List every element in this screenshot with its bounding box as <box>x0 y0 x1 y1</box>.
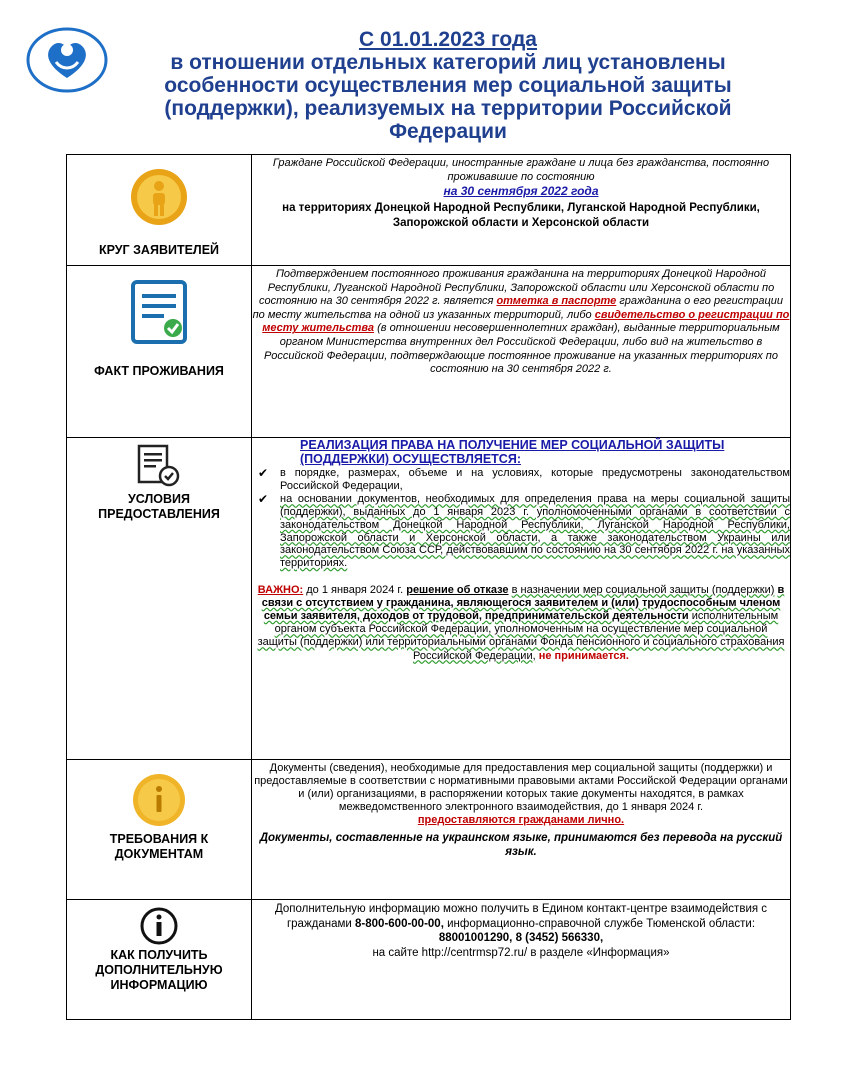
conditions-label-cell <box>67 438 252 760</box>
title-line-3: (поддержки), реализуемых на территории Российской <box>164 97 732 120</box>
info-circle-icon <box>139 906 179 946</box>
important-text-5: исполнительным органом субъекта Российской Федерации, уполномоченным на осуществление мер социальной защиты (поддержки) или территориальными органами Фонда пенсионного и социального страхования Российской Федерации, <box>257 610 785 662</box>
conditions-bullet-2 <box>252 493 790 569</box>
documents-text-1: Документы (сведения), необходимые для предоставления мер социальной защиты (поддержки) и предоставляемые в соответствии с нормативными правовыми актами Российской Федерации органами и (или) организациями, в распоряжении которых такие документы находятся, в рамках межведомственного электронного взаимодействия, до 1 января 2024 г. <box>254 762 788 813</box>
residence-label-cell <box>67 266 252 438</box>
conditions-text-cell <box>252 438 791 760</box>
important-text-1: до 1 января 2024 г. <box>306 583 404 596</box>
conditions-label: УСЛОВИЯ ПРЕДОСТАВЛЕНИЯ <box>98 492 220 521</box>
row-residence <box>67 266 791 438</box>
person-icon <box>129 167 189 227</box>
documents-text-2: Документы, составленные на украинском языке, принимаются без перевода на русский язык. <box>259 832 783 858</box>
info-icon <box>131 772 187 828</box>
row-applicants <box>67 155 791 266</box>
conditions-bullet-1-text: в порядке, размерах, объеме и на условиях, которые предусмотрены законодательством Российской Федерации, <box>280 467 790 492</box>
important-text-6: не принимается. <box>538 649 629 662</box>
title-date: С 01.01.2023 года <box>359 28 537 51</box>
applicants-date: на 30 сентября 2022 года <box>443 184 599 199</box>
more-info-text-2: информационно-справочной службе Тюменской области: <box>447 917 756 930</box>
conditions-bullet-1 <box>252 467 790 492</box>
more-info-label: КАК ПОЛУЧИТЬ ДОПОЛНИТЕЛЬНУЮ ИНФОРМАЦИЮ <box>95 948 223 992</box>
row-more-info <box>67 900 791 1020</box>
residence-text-cell <box>252 266 791 438</box>
row-conditions <box>67 438 791 760</box>
important-text-4: в связи с отсутствием у гражданина, являющегося заявителем и (или) трудоспособным членом семьи заявителя, доходов от трудовой, предпринимательской деятельности <box>261 583 785 623</box>
applicants-text-cell <box>252 155 791 266</box>
applicants-text-1: Граждане Российской Федерации, иностранные граждане и лица без гражданства, постоянно проживавшие по состоянию <box>272 157 770 183</box>
website-text[interactable]: на сайте http://centrmsp72.ru/ в разделе «Информация» <box>372 946 670 959</box>
more-info-text <box>252 902 790 960</box>
applicants-text-2: на территориях Донецкой Народной Республики, Луганской Народной Республики, Запорожской области и Херсонской области <box>282 202 760 230</box>
row-documents <box>67 760 791 900</box>
important-text-3: в назначении мер социальной защиты (поддержки) <box>511 583 775 596</box>
important-label: ВАЖНО: <box>257 583 304 596</box>
documents-label: ТРЕБОВАНИЯ К ДОКУМЕНТАМ <box>109 832 209 861</box>
contact-center-phone: 8-800-600-00-00, <box>355 917 444 930</box>
title-line-4: Федерации <box>389 120 507 143</box>
passport-mark: отметка в паспорте <box>496 295 617 308</box>
residence-text-3: (в отношении несовершеннолетних граждан), выданные территориальным органом Министерства внутренних дел Российской Федерации, либо вид на жительство в Российской Федерации, подтверждающие постоянное проживание на указанных территориях по состоянию на 30 сентября 2022 г. <box>264 322 780 376</box>
documents-by-citizens: предоставляются гражданами лично. <box>417 814 625 826</box>
residence-text <box>252 268 790 377</box>
residence-text-1: Подтверждением постоянного проживания гражданина на территориях Донецкой Народной Республики, Луганской Народной Республики, Запорожской области или Херсонской области по состоянию на 30 сентября 2022 г. является <box>258 268 775 308</box>
check-icon: ✔ <box>258 466 269 480</box>
page-title <box>118 28 778 143</box>
document-check-icon <box>135 444 183 488</box>
check-icon: ✔ <box>258 492 269 507</box>
regional-phones: 88001001290, 8 (3452) 566330, <box>438 932 604 944</box>
important-text-2: решение об отказе <box>406 583 509 596</box>
registration-certificate: свидетельство о регистрации по месту жительства <box>262 308 790 335</box>
applicants-label: КРУГ ЗАЯВИТЕЛЕЙ <box>98 243 220 257</box>
document-check-icon <box>129 280 189 344</box>
residence-label: ФАКТ ПРОЖИВАНИЯ <box>94 364 224 378</box>
title-line-1: в отношении отдельных категорий лиц установлены <box>170 51 726 74</box>
more-info-text-1: Дополнительную информацию можно получить в Едином контакт-центре взаимодействия с гражданами <box>274 903 768 930</box>
more-info-text-cell <box>252 900 791 1020</box>
title-line-2: особенности осуществления мер социальной защиты <box>164 74 732 97</box>
residence-text-2: гражданина о его регистрации по месту жительства на одной из указанных территорий, либо <box>252 295 784 321</box>
conditions-heading: РЕАЛИЗАЦИЯ ПРАВА НА ПОЛУЧЕНИЕ МЕР СОЦИАЛЬНОЙ ЗАЩИТЫ (ПОДДЕРЖКИ) ОСУЩЕСТВЛЯЕТСЯ: <box>300 438 725 466</box>
more-info-label-cell <box>67 900 252 1020</box>
documents-text-cell <box>252 760 791 900</box>
documents-label-cell <box>67 760 252 900</box>
conditions-bullet-2-text: на основании документов, необходимых для определения права на меры социальной защиты (поддержки), выданных до 1 января 2023 г. уполномоченными органами в соответствии с законодательством Донецкой Народной Республики, Луганской Народной Республики, Запорожской области и Херсонской области, а также законодательством Украины или законодательством Союза ССР, действовавшим по состоянию на 30 сентября 2022 г. на указанных территориях. <box>280 493 790 569</box>
applicants-label-cell <box>67 155 252 266</box>
important-note <box>252 584 790 663</box>
info-table <box>66 154 791 1020</box>
organization-logo <box>26 26 108 94</box>
